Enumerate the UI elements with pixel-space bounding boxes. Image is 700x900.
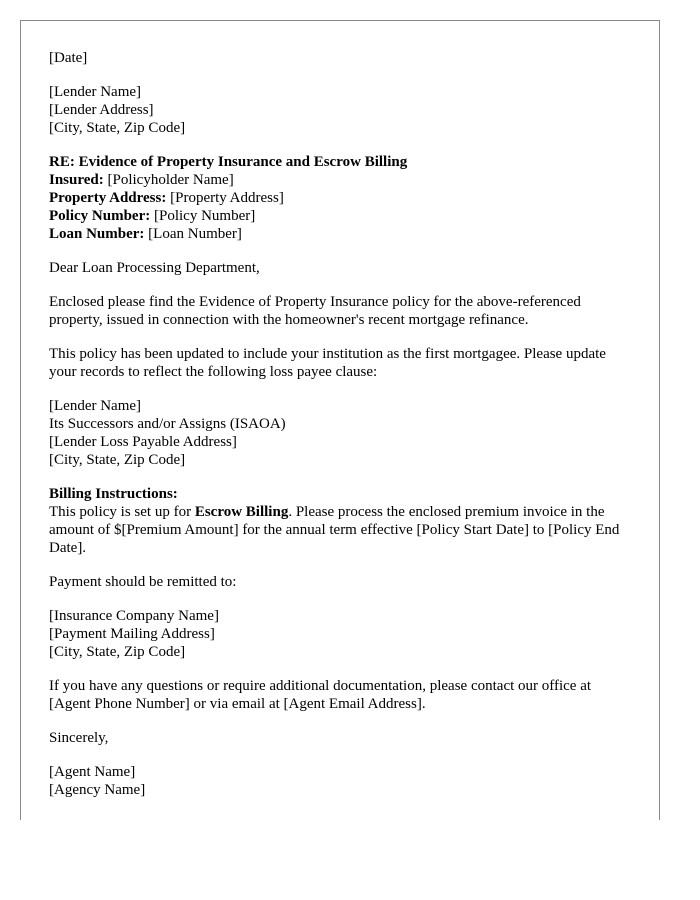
payment-company: [Insurance Company Name] <box>49 608 219 624</box>
mortgagee-paragraph: This policy has been updated to include your institution as the first mortgagee. Please update your records to reflect the following loss payee clause: <box>49 346 606 380</box>
signature-block <box>49 763 634 799</box>
re-line <box>49 153 634 171</box>
billing-term: Escrow Billing <box>194 504 289 520</box>
billing-text <box>49 503 634 557</box>
loan-number-line <box>49 225 634 243</box>
insured-value: [Policyholder Name] <box>107 172 234 188</box>
insured-line <box>49 171 634 189</box>
lender-address-block <box>49 83 634 137</box>
billing-heading: Billing Instructions: <box>49 486 178 502</box>
property-address-value: [Property Address] <box>170 190 284 206</box>
loss-payee-city-state-zip: [City, State, Zip Code] <box>49 452 186 468</box>
subject-block <box>49 153 634 243</box>
insured-label: Insured: <box>49 172 104 188</box>
closing: Sincerely, <box>49 730 109 746</box>
payment-mailing-address: [Payment Mailing Address] <box>49 626 215 642</box>
lender-address: [Lender Address] <box>49 102 154 118</box>
letter-page <box>20 20 660 820</box>
payment-intro: Payment should be remitted to: <box>49 574 237 590</box>
agent-name: [Agent Name] <box>49 764 136 780</box>
loss-payee-clause <box>49 397 634 469</box>
billing-heading-line <box>49 485 634 503</box>
policy-number-value: [Policy Number] <box>153 208 256 224</box>
billing-instructions <box>49 485 634 557</box>
agency-name: [Agency Name] <box>49 782 146 798</box>
lender-name: [Lender Name] <box>49 84 142 100</box>
contact-paragraph: If you have any questions or require additional documentation, please contact our office at [Agent Phone Number] or via email at [Agent Email Address]. <box>49 678 592 712</box>
letter-body <box>49 49 634 815</box>
property-address-label: Property Address: <box>49 190 167 206</box>
enclosed-paragraph: Enclosed please find the Evidence of Property Insurance policy for the above-referenced property, issued in connection with the homeowner's recent mortgage refinance. <box>49 294 581 328</box>
loss-payee-name: [Lender Name] <box>49 398 142 414</box>
lender-city-state-zip: [City, State, Zip Code] <box>49 120 186 136</box>
policy-number-label: Policy Number: <box>49 208 151 224</box>
letter-date: [Date] <box>49 50 88 66</box>
policy-number-line <box>49 207 634 225</box>
loan-number-label: Loan Number: <box>49 226 145 242</box>
billing-text-after: . Please process the enclosed premium invoice in the amount of $[Premium Amount] for the annual term effective [Policy Start Date] to [Policy End Date]. <box>49 504 620 556</box>
salutation: Dear Loan Processing Department, <box>49 260 260 276</box>
payment-address-block <box>49 607 634 661</box>
payment-city-state-zip: [City, State, Zip Code] <box>49 644 186 660</box>
billing-text-before: This policy is set up for <box>49 504 195 520</box>
loss-payee-address: [Lender Loss Payable Address] <box>49 434 237 450</box>
property-address-line <box>49 189 634 207</box>
loan-number-value: [Loan Number] <box>148 226 242 242</box>
loss-payee-successors: Its Successors and/or Assigns (ISAOA) <box>49 416 286 432</box>
date-block <box>49 49 634 67</box>
re-line-text: RE: Evidence of Property Insurance and Escrow Billing <box>49 154 408 170</box>
